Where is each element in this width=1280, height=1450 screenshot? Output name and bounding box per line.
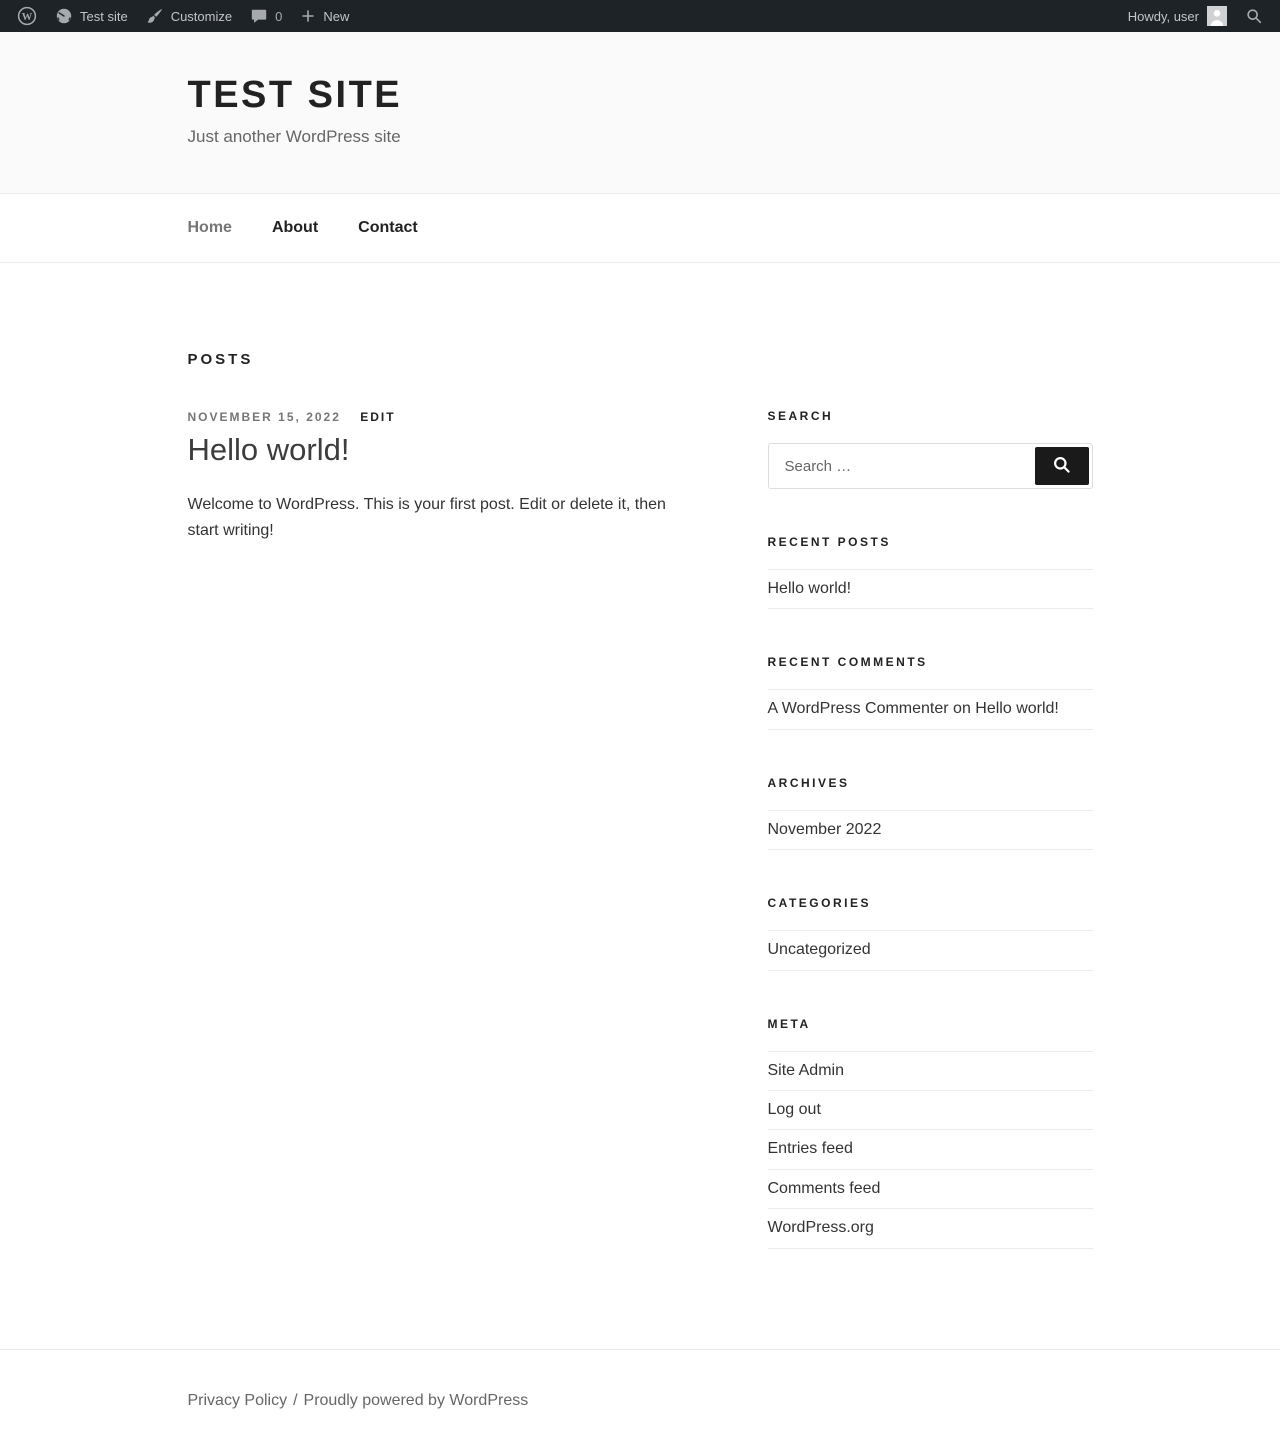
meta-item (768, 1052, 1093, 1091)
site-tagline: Just another WordPress site (187, 127, 401, 146)
search-icon (1051, 454, 1073, 479)
meta-widget (768, 1017, 1093, 1249)
admin-bar-new[interactable] (291, 0, 358, 32)
categories-title: CATEGORIES (767, 896, 871, 911)
post-edit-link[interactable]: EDIT (360, 410, 396, 424)
comment-count: 0 (275, 8, 283, 24)
privacy-policy-link[interactable]: Privacy Policy (187, 1391, 288, 1409)
categories-widget (768, 896, 1093, 970)
plus-icon (300, 8, 316, 24)
recent-comments-title: RECENT COMMENTS (767, 655, 928, 670)
admin-bar-left (8, 0, 358, 32)
category-item (768, 931, 1093, 970)
comment-bubble-icon (250, 7, 268, 25)
sidebar (768, 409, 1093, 1249)
admin-bar-comments[interactable] (241, 0, 291, 32)
post-meta (188, 410, 691, 424)
admin-search-icon (1245, 7, 1263, 25)
admin-bar (0, 0, 1280, 32)
wordpress-org-link[interactable]: WordPress.org (767, 1219, 874, 1237)
admin-bar-new-label: New (323, 8, 350, 24)
site-header (0, 32, 1280, 193)
archive-link[interactable]: November 2022 (767, 820, 882, 838)
post-article (188, 410, 691, 544)
nav-item-contact[interactable]: Contact (358, 219, 418, 236)
main-content (188, 263, 1093, 1349)
log-out-link[interactable]: Log out (767, 1100, 821, 1118)
posts-column (188, 351, 691, 544)
meta-title: META (767, 1016, 811, 1031)
admin-bar-right (1119, 0, 1272, 32)
svg-text:W: W (21, 11, 33, 23)
comments-feed-link[interactable]: Comments feed (767, 1179, 881, 1197)
comment-author-link[interactable]: A WordPress Commenter (767, 700, 949, 718)
admin-bar-customize-label: Customize (170, 8, 233, 24)
wordpress-logo-icon (17, 6, 37, 26)
avatar (1207, 6, 1227, 26)
post-body: Welcome to WordPress. This is your first post. Edit or delete it, then start writing! (187, 496, 666, 539)
nav-item-about[interactable]: About (271, 219, 319, 236)
page-title: POSTS (187, 351, 254, 368)
meta-item (768, 1130, 1093, 1169)
search-widget (768, 409, 1093, 489)
site-footer (0, 1349, 1280, 1450)
powered-by-link[interactable]: Proudly powered by WordPress (303, 1391, 529, 1409)
recent-post-link[interactable]: Hello world! (767, 580, 852, 597)
entries-feed-link[interactable]: Entries feed (767, 1140, 853, 1158)
admin-bar-site-label: Test site (80, 8, 128, 24)
main-navigation (0, 193, 1280, 263)
meta-item (768, 1091, 1093, 1130)
paintbrush-icon (146, 7, 164, 25)
howdy-text: Howdy, user (1127, 8, 1199, 24)
recent-comments-widget (768, 655, 1093, 729)
recent-post-item (768, 570, 1093, 609)
admin-bar-my-account[interactable] (1119, 0, 1236, 32)
meta-item (768, 1209, 1093, 1248)
post-date[interactable]: NOVEMBER 15, 2022 (187, 410, 341, 424)
post-title[interactable]: Hello world! (187, 432, 350, 467)
recent-posts-title: RECENT POSTS (767, 535, 891, 549)
comment-post-link[interactable]: Hello world! (975, 700, 1059, 718)
site-title[interactable]: TEST SITE (187, 74, 403, 116)
archives-widget (768, 776, 1093, 850)
category-link[interactable]: Uncategorized (767, 941, 871, 959)
nav-item-home[interactable]: Home (187, 219, 232, 236)
meta-item (768, 1170, 1093, 1209)
comment-connector: on (948, 700, 976, 718)
search-form (768, 443, 1093, 489)
footer-separator: / (293, 1391, 298, 1409)
dashboard-gauge-icon (55, 7, 73, 25)
admin-bar-customize[interactable] (137, 0, 241, 32)
recent-comment-item (768, 690, 1093, 729)
site-admin-link[interactable]: Site Admin (767, 1061, 844, 1079)
recent-posts-widget (768, 535, 1093, 609)
archive-item (768, 811, 1093, 850)
archives-title: ARCHIVES (767, 775, 850, 790)
search-widget-title: SEARCH (767, 409, 834, 423)
search-submit-button[interactable] (1035, 447, 1089, 485)
admin-bar-site-menu[interactable] (46, 0, 137, 32)
wordpress-logo-menu[interactable] (8, 0, 46, 32)
admin-bar-search[interactable] (1236, 0, 1272, 32)
